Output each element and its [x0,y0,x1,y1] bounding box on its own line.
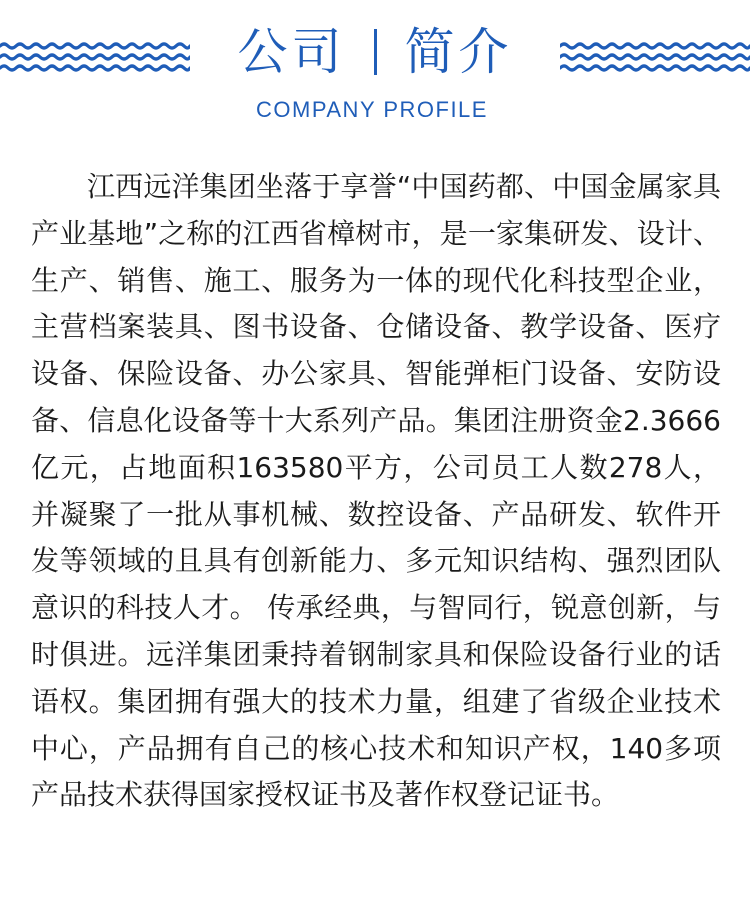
title-left: 公司 [237,23,346,81]
wave-ornament-right [560,40,750,74]
header [0,0,750,140]
title-divider [374,29,377,75]
title-right: 简介 [404,23,513,81]
company-profile-paragraph: 江西远洋集团坐落于享誉“中国药都、中国金属家具产业基地”之称的江西省樟树市，是一家集研发、设计、生产、销售、施工、服务为一体的现代化科技型企业，主营档案装具、图书设备、仓储设备、教学设备、医疗设备、保险设备、办公家具、智能弹柜门设备、安防设备、信息化设备等十大系列产品。集团注册资金2.3666亿元，占地面积163580平方，公司员工人数278人，并凝聚了一批从事机械、数控设备、产品研发、软件开发等领域的且具有创新能力、多元知识结构、强烈团队意识的科技人才。 传承经典，与智同行，锐意创新，与时俱进。远洋集团秉持着钢制家具和保险设备行业的话语权。集团拥有强大的技术力量，组建了省级企业技术中心，产品拥有自己的核心技术和知识产权，140多项产品技术获得国家授权证书及著作权登记证书。 [31,170,721,812]
page-subtitle: COMPANY PROFILE [256,97,488,122]
